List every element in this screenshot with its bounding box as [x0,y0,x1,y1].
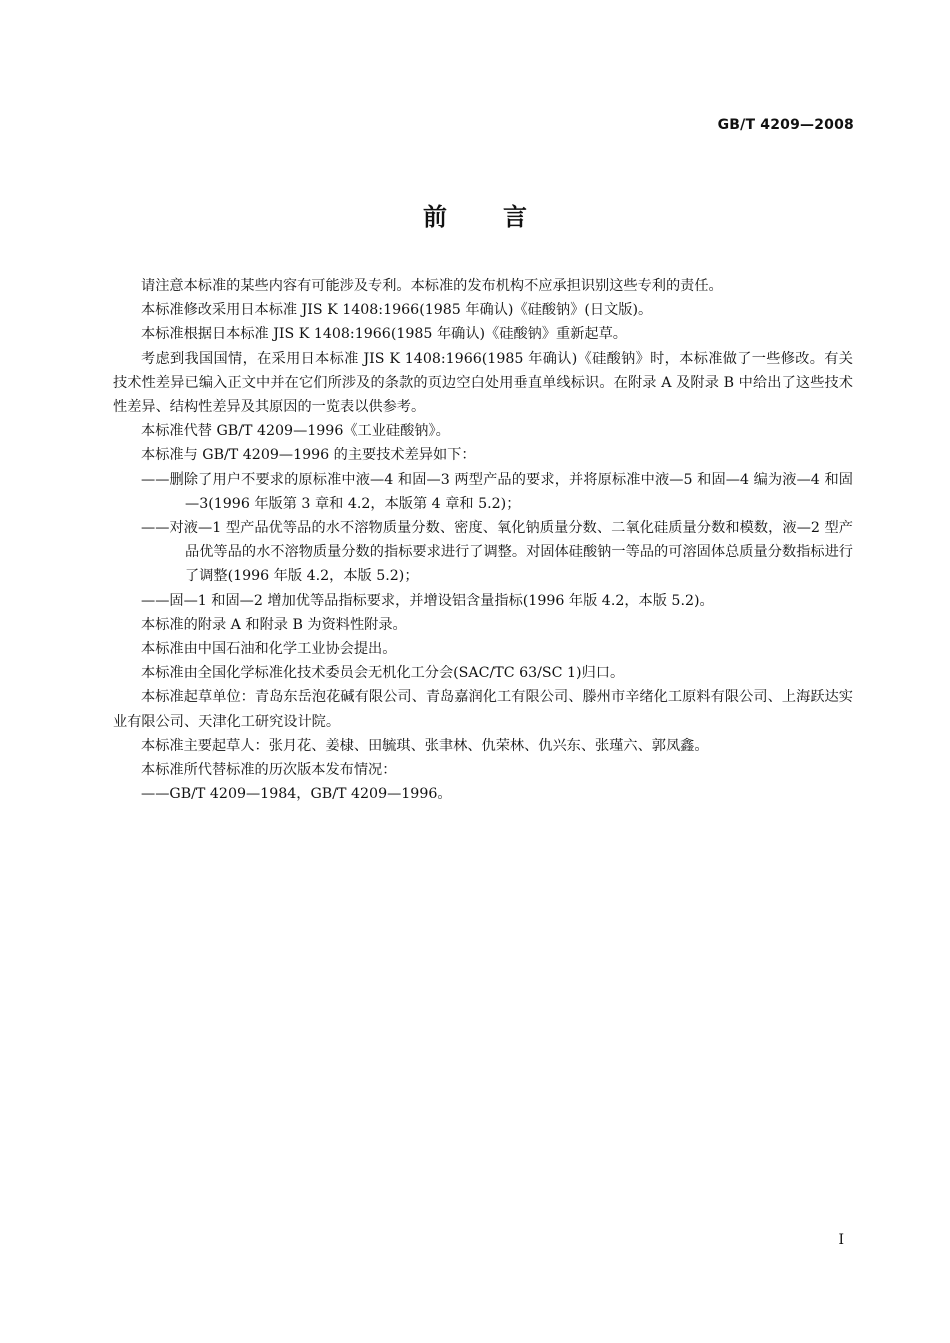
paragraph-differences-intro: 本标准与 GB/T 4209—1996 的主要技术差异如下： [141,447,476,464]
paragraph-previous-editions: 本标准所代替标准的历次版本发布情况： [141,762,397,779]
standard-code: GB/T 4209—2008 [717,117,854,133]
paragraph-modifications: 考虑到我国国情，在采用日本标准 JIS K 1408:1966(1985 年确认)《硅酸钠》时，本标准做了一些修改。有关技术性差异已编入正文中并在它们所涉及的条款的页边空白处用垂直单线标识。在附录 A 及附录 B 中给出了这些技术性差异、结构性差异及其原因的一览表以供参考。 [113,350,853,416]
paragraph-annexes: 本标准的附录 A 和附录 B 为资料性附录。 [141,616,407,633]
previous-editions-list: ——GB/T 4209—1984，GB/T 4209—1996。 [141,786,452,803]
paragraph-redrafting: 本标准根据日本标准 JIS K 1408:1966(1985 年确认)《硅酸钠》重新起草。 [141,326,627,343]
paragraph-drafting-units: 本标准起草单位：青岛东岳泡花碱有限公司、青岛嘉润化工有限公司、滕州市辛绪化工原料有限公司、上海跃达实业有限公司、天津化工研究设计院。 [113,689,853,730]
paragraph-adoption: 本标准修改采用日本标准 JIS K 1408:1966(1985 年确认)《硅酸钠》(日文版)。 [141,302,653,319]
paragraph-drafters: 本标准主要起草人：张月花、姜棣、田毓琪、张聿林、仇荣林、仇兴东、张瑾六、郭凤鑫。 [141,737,709,754]
paragraph-patent-notice: 请注意本标准的某些内容有可能涉及专利。本标准的发布机构不应承担识别这些专利的责任。 [141,278,723,294]
difference-item: ——对液—1 型产品优等品的水不溶物质量分数、密度、氧化钠质量分数、二氧化硅质量分数和模数，液—2 型产品优等品的水不溶物质量分数的指标要求进行了调整。对固体硅酸钠一等品的可溶固体总质量分数指标进行了调整(1996 年版 4.2，本版 5.2)； [141,520,853,585]
paragraph-replaces: 本标准代替 GB/T 4209—1996《工业硅酸钠》。 [141,423,450,440]
difference-item: ——固—1 和固—2 增加优等品指标要求，并增设铝含量指标(1996 年版 4.2，本版 5.2)。 [141,592,714,609]
paragraph-proposer: 本标准由中国石油和化学工业协会提出。 [141,641,397,658]
paragraph-committee: 本标准由全国化学标准化技术委员会无机化工分会(SAC/TC 63/SC 1)归口。 [141,665,625,682]
foreword-body [113,274,853,806]
page-title: 前言 [423,203,583,231]
page-number: I [838,1232,844,1248]
difference-item: ——删除了用户不要求的原标准中液—4 和固—3 两型产品的要求，并将原标准中液—5 和固—4 编为液—4 和固—3(1996 年版第 3 章和 4.2，本版第 4 章和 5.2)； [141,471,853,512]
